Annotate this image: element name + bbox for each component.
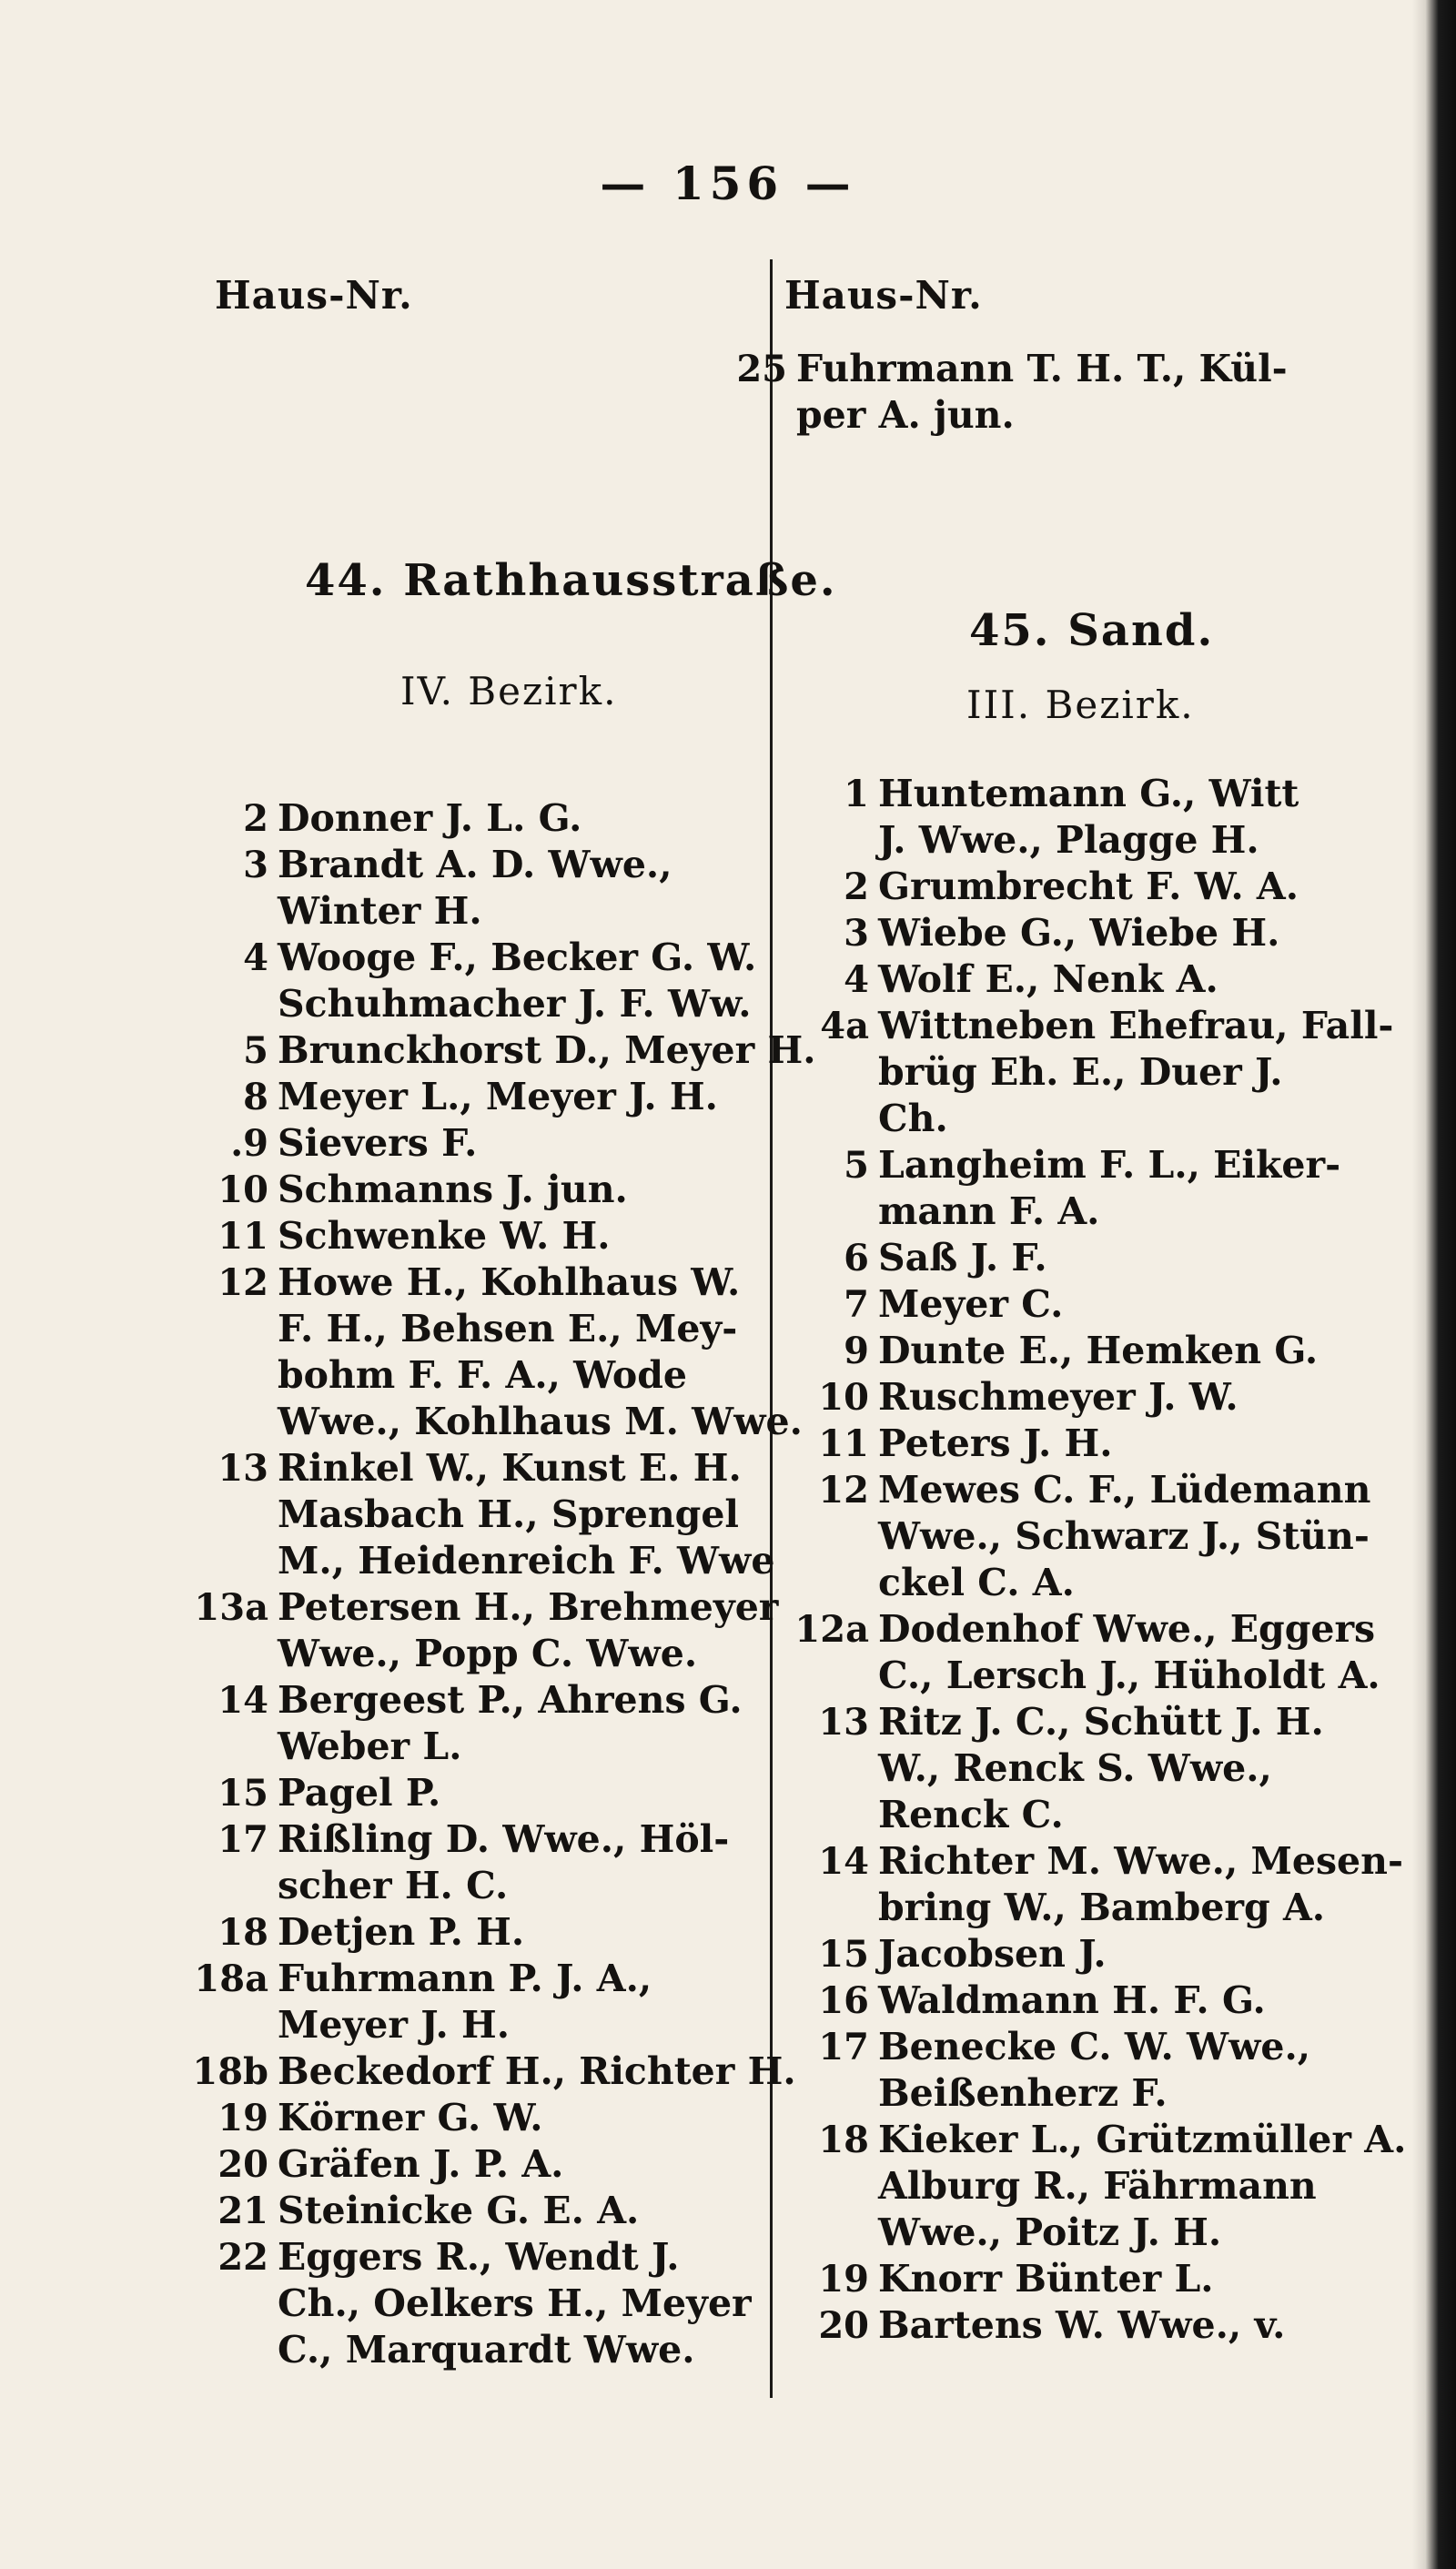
directory-entry (164, 1074, 815, 1120)
resident-names: Masbach H., Sprengel (278, 1492, 739, 1536)
house-number: 4 (243, 936, 268, 979)
house-number: 12a (794, 1608, 869, 1651)
directory-entry (764, 2117, 1406, 2256)
directory-entry (164, 1259, 815, 1445)
directory-entry (764, 2256, 1406, 2302)
resident-names: Waldmann H. F. G. (878, 1978, 1266, 2022)
left-district: IV. Bezirk. (400, 669, 618, 713)
resident-names: Wooge F., Becker G. W. (278, 936, 757, 979)
resident-names: Brunckhorst D., Meyer H. (278, 1028, 816, 1072)
directory-entry (164, 1167, 815, 1213)
directory-entry (764, 771, 1406, 864)
resident-names: J. Wwe., Plagge H. (878, 818, 1259, 862)
house-number: 2 (844, 865, 869, 908)
resident-names: Dodenhof Wwe., Eggers (878, 1607, 1376, 1651)
house-number: 19 (818, 2258, 869, 2301)
house-number: 4a (820, 1005, 869, 1047)
right-street-title: 45. Sand. (969, 605, 1215, 656)
resident-names: mann F. A. (878, 1189, 1100, 1233)
resident-names: C., Marquardt Wwe. (278, 2328, 695, 2372)
resident-names: Renck C. (878, 1793, 1064, 1836)
resident-names: Fuhrmann P. J. A., (278, 1957, 652, 2000)
resident-names: Meyer L., Meyer J. H. (278, 1075, 718, 1118)
house-number: 20 (217, 2143, 268, 2186)
resident-names: Dunte E., Hemken G. (878, 1329, 1319, 1372)
resident-names: Meyer J. H. (278, 2003, 511, 2047)
directory-entry (164, 1677, 815, 1770)
resident-names: Beckedorf H., Richter H. (278, 2049, 796, 2093)
directory-entry (764, 1467, 1406, 1606)
house-number: 13 (818, 1701, 869, 1744)
resident-names: Howe H., Kohlhaus W. (278, 1260, 741, 1304)
directory-entry (764, 1977, 1406, 2024)
resident-names: Wolf E., Nenk A. (878, 957, 1218, 1001)
resident-names: Schmanns J. jun. (278, 1168, 628, 1211)
directory-entry (164, 2048, 815, 2095)
house-number: 21 (217, 2190, 268, 2232)
house-number: 1 (844, 773, 869, 815)
resident-names: Brandt A. D. Wwe., (278, 843, 672, 886)
resident-names: F. H., Behsen E., Mey- (278, 1307, 738, 1350)
resident-names: Beißenherz F. (878, 2071, 1168, 2115)
resident-names: Rinkel W., Kunst E. H. (278, 1446, 742, 1490)
directory-entry (164, 795, 815, 842)
resident-names: Saß J. F. (878, 1236, 1047, 1279)
directory-entry (764, 1838, 1406, 1931)
resident-names: Wwe., Schwarz J., Stün- (878, 1514, 1370, 1558)
house-number: 9 (844, 1330, 869, 1372)
resident-names: Alburg R., Fährmann (878, 2164, 1317, 2208)
house-number: 13a (194, 1586, 268, 1629)
directory-entry (764, 1281, 1406, 1328)
resident-names: Winter H. (278, 889, 482, 933)
resident-names: Schwenke W. H. (278, 1214, 611, 1258)
house-number: 17 (818, 2026, 869, 2068)
resident-names: Grumbrecht F. W. A. (878, 865, 1299, 908)
house-number: 6 (844, 1237, 869, 1279)
resident-names: W., Renck S. Wwe., (878, 1746, 1272, 1790)
resident-names: scher H. C. (278, 1864, 509, 1907)
resident-names: brüg Eh. E., Duer J. (878, 1050, 1283, 1094)
directory-entry (164, 1816, 815, 1909)
house-number: 5 (844, 1144, 869, 1187)
resident-names: Knorr Bünter L. (878, 2257, 1214, 2301)
directory-entry (764, 1328, 1406, 1374)
house-number: 10 (217, 1168, 268, 1211)
directory-entry (164, 935, 815, 1027)
resident-names: Langheim F. L., Eiker- (878, 1143, 1341, 1187)
directory-entry (164, 842, 815, 935)
directory-entry (764, 1235, 1406, 1281)
house-number: 18a (194, 1957, 268, 2000)
page-edge (1412, 0, 1456, 2569)
house-number: 13 (217, 1447, 268, 1490)
resident-names: Eggers R., Wendt J. (278, 2235, 680, 2279)
resident-names: Sievers F. (278, 1121, 478, 1165)
resident-names: Rißling D. Wwe., Höl- (278, 1817, 730, 1861)
directory-entry (764, 864, 1406, 910)
directory-entry (164, 2234, 815, 2373)
resident-names: Wiebe G., Wiebe H. (878, 911, 1280, 955)
resident-names: bring W., Bamberg A. (878, 1886, 1326, 1929)
directory-entry (164, 1584, 815, 1677)
resident-names: C., Lersch J., Hüholdt A. (878, 1654, 1380, 1697)
house-number: 7 (844, 1283, 869, 1326)
directory-entry (164, 1120, 815, 1167)
resident-names: Detjen P. H. (278, 1910, 525, 1954)
resident-names: Meyer C. (878, 1282, 1064, 1326)
resident-names: Peters J. H. (878, 1421, 1113, 1465)
resident-names: Benecke C. W. Wwe., (878, 2025, 1311, 2068)
house-number: 10 (818, 1376, 869, 1419)
resident-names: Kieker L., Grützmüller A. (878, 2118, 1407, 2161)
directory-entry (764, 910, 1406, 956)
resident-names: ckel C. A. (878, 1561, 1075, 1604)
resident-names: Schuhmacher J. F. Ww. (278, 982, 752, 1026)
house-number: 20 (818, 2304, 869, 2347)
resident-names: Mewes C. F., Lüdemann (878, 1468, 1371, 1512)
directory-entry (764, 1003, 1406, 1142)
house-number: 8 (243, 1076, 268, 1118)
resident-names: Wwe., Popp C. Wwe. (278, 1632, 698, 1675)
directory-entry (164, 1445, 815, 1584)
resident-names: Ch. (878, 1097, 948, 1140)
house-number: 17 (217, 1818, 268, 1861)
directory-entry (764, 1699, 1406, 1838)
directory-entry (764, 2024, 1406, 2117)
house-number: 5 (243, 1029, 268, 1072)
resident-names: Ruschmeyer J. W. (878, 1375, 1239, 1419)
directory-entry (764, 1606, 1406, 1699)
directory-entry (164, 1956, 815, 2048)
house-number: 18 (217, 1911, 268, 1954)
resident-names: Steinicke G. E. A. (278, 2189, 640, 2232)
house-number: 14 (818, 1840, 869, 1883)
directory-entry (164, 1909, 815, 1956)
directory-entry (764, 1931, 1406, 1977)
resident-names: Jacobsen J. (878, 1932, 1107, 1976)
page-number: — 156 — (600, 157, 856, 210)
right-entries (764, 771, 1406, 2349)
directory-entry (764, 1142, 1406, 1235)
directory-entry (164, 1213, 815, 1259)
house-number: 15 (818, 1933, 869, 1976)
resident-names: Bartens W. Wwe., v. (878, 2303, 1286, 2347)
directory-entry (164, 1770, 815, 1816)
house-number: 2 (243, 797, 268, 840)
resident-names: Petersen H., Brehmeyer (278, 1585, 779, 1629)
house-number: 11 (818, 1422, 869, 1465)
resident-names: Ch., Oelkers H., Meyer (278, 2281, 752, 2325)
house-number: 19 (217, 2097, 268, 2139)
resident-names: bohm F. F. A., Wode (278, 1353, 687, 1397)
directory-entry (764, 956, 1406, 1003)
house-number: .9 (230, 1122, 268, 1165)
house-number: 3 (844, 912, 869, 955)
left-entries (164, 795, 815, 2373)
house-number: 12 (217, 1261, 268, 1304)
right-district: III. Bezirk. (966, 683, 1195, 727)
directory-entry (764, 1374, 1406, 1421)
resident-names: Richter M. Wwe., Mesen- (878, 1839, 1403, 1883)
right-top-entries (682, 346, 1288, 439)
left-column-header: Haus-Nr. (215, 273, 413, 318)
left-street-title: 44. Rathhausstraße. (305, 555, 837, 606)
house-number: 25 (736, 348, 787, 390)
directory-entry (164, 1027, 815, 1074)
house-number: 18b (192, 2050, 268, 2093)
directory-entry (164, 2141, 815, 2188)
resident-names: Weber L. (278, 1724, 462, 1768)
house-number: 12 (818, 1469, 869, 1512)
resident-names: Wwe., Kohlhaus M. Wwe. (278, 1400, 803, 1443)
resident-names: Donner J. L. G. (278, 796, 582, 840)
resident-names: per A. jun. (796, 393, 1015, 437)
house-number: 11 (217, 1215, 268, 1258)
resident-names: Körner G. W. (278, 2096, 543, 2139)
house-number: 18 (818, 2119, 869, 2161)
resident-names: Fuhrmann T. H. T., Kül- (796, 347, 1288, 390)
directory-entry (164, 2095, 815, 2141)
resident-names: M., Heidenreich F. Wwe (278, 1539, 775, 1583)
resident-names: Wittneben Ehefrau, Fall- (878, 1004, 1394, 1047)
directory-entry (764, 1421, 1406, 1467)
resident-names: Wwe., Poitz J. H. (878, 2210, 1222, 2254)
resident-names: Ritz J. C., Schütt J. H. (878, 1700, 1324, 1744)
house-number: 4 (844, 958, 869, 1001)
house-number: 16 (818, 1979, 869, 2022)
house-number: 3 (243, 844, 268, 886)
directory-entry (164, 2188, 815, 2234)
directory-entry (764, 2302, 1406, 2349)
right-column-header: Haus-Nr. (784, 273, 983, 318)
resident-names: Gräfen J. P. A. (278, 2142, 564, 2186)
house-number: 15 (217, 1772, 268, 1815)
house-number: 22 (217, 2236, 268, 2279)
resident-names: Huntemann G., Witt (878, 772, 1299, 815)
resident-names: Pagel P. (278, 1771, 441, 1815)
resident-names: Bergeest P., Ahrens G. (278, 1678, 743, 1722)
directory-entry (682, 346, 1288, 439)
house-number: 14 (217, 1679, 268, 1722)
